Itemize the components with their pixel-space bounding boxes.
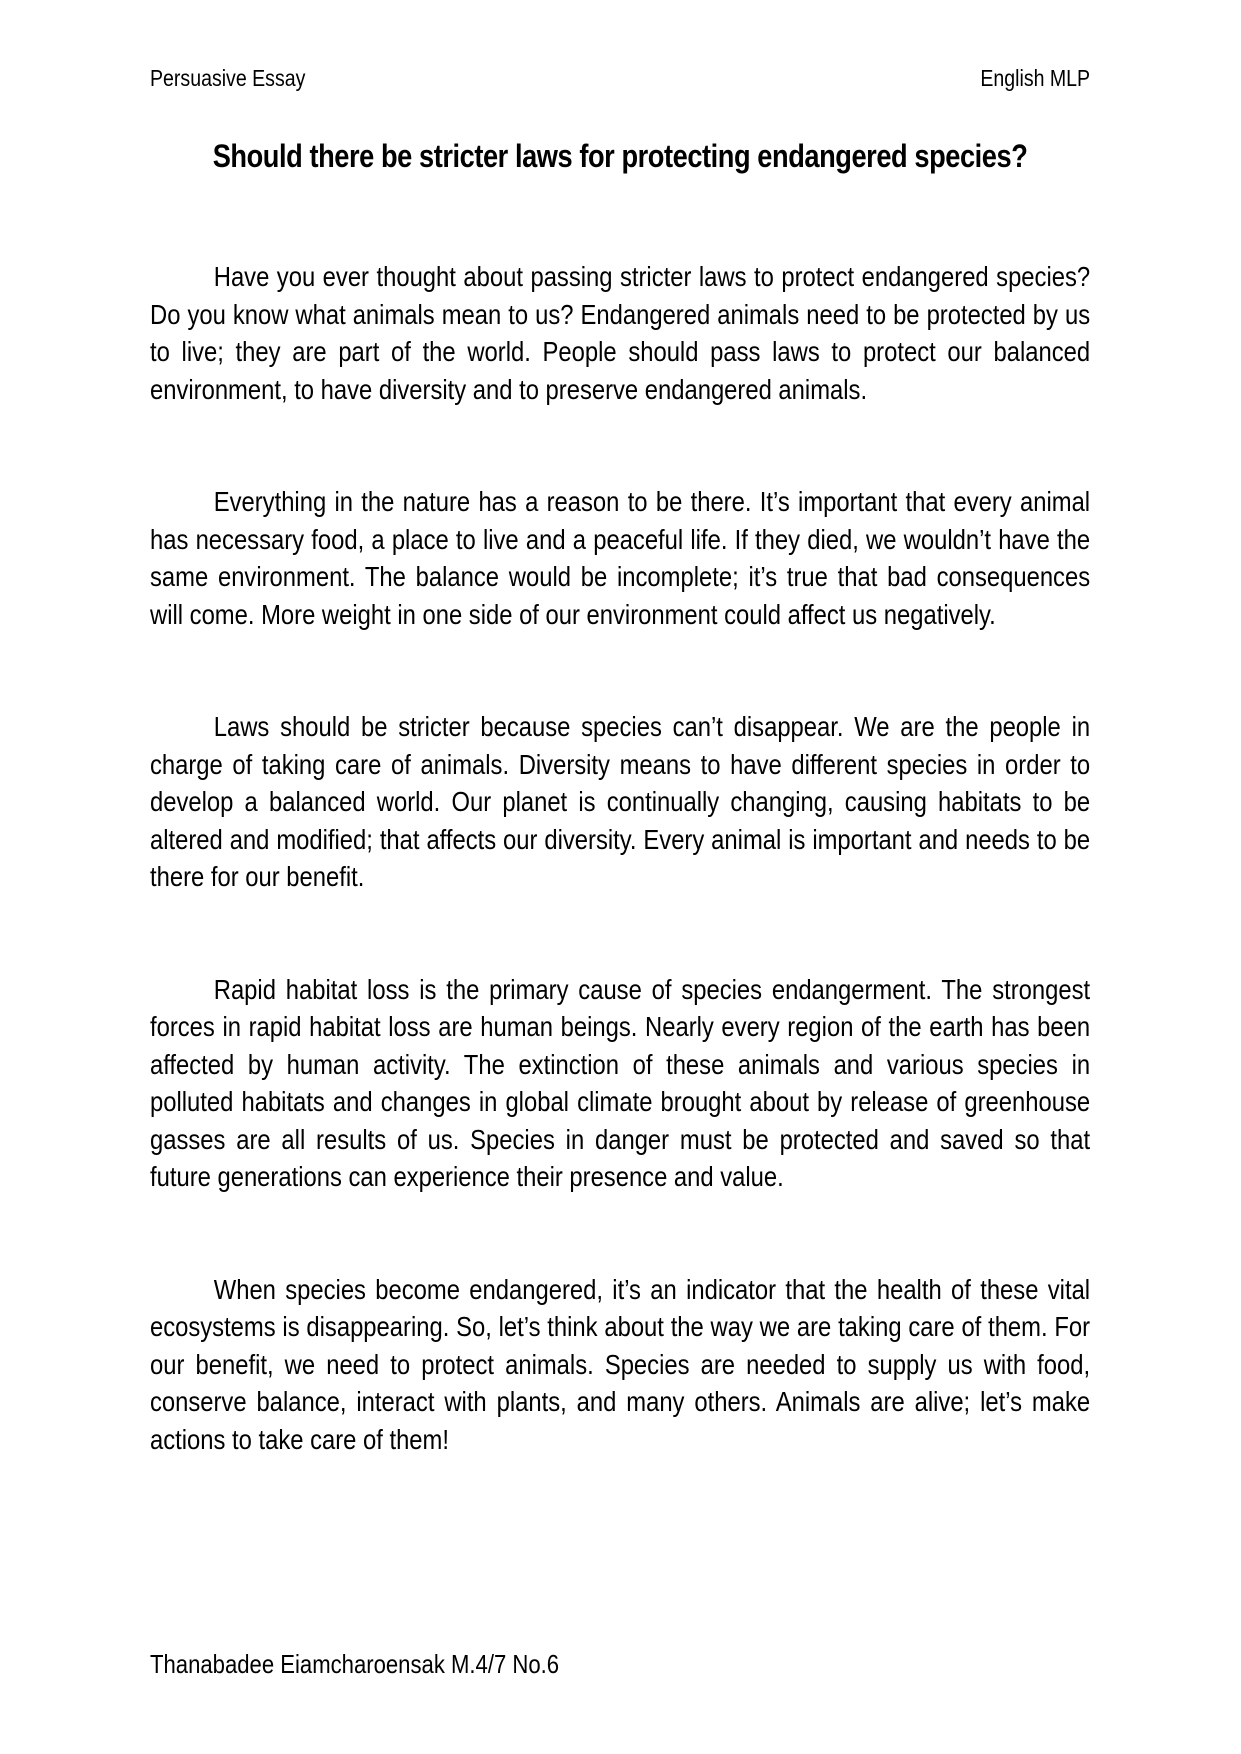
essay-paragraph-conclusion: When species become endangered, it’s an indicator that the health of these vital ecosystems is disappearing. So, let’s think about the way we are taking care of them. For our benefit, we need to protect animals. Species are needed to supply us with food, conserve balance, interact with plants, and many others. Animals are alive; let’s make actions to take care of them! (150, 1273, 1091, 1455)
essay-paragraph-stricter-laws: Laws should be stricter because species can’t disappear. We are the people in charge of taking care of animals. Diversity means to have different species in order to develop a balanced world. Our planet is continually changing, causing habitats to be altered and modified; that affects our diversity. Every animal is important and needs to be there for our benefit. (150, 711, 1091, 892)
essay-title: Should there be stricter laws for protecting endangered species? (212, 138, 1028, 174)
essay-paragraph-intro: Have you ever thought about passing stricter laws to protect endangered species? Do you know what animals mean to us? Endangered animals need to be protected by us to live; they are part of the world. People should pass laws to protect our balanced environment, to have diversity and to preserve endangered animals. (150, 261, 1091, 405)
essay-body (150, 258, 1090, 1533)
page-header (150, 64, 1090, 92)
header-document-type: Persuasive Essay (150, 65, 306, 91)
header-course-label: English MLP (980, 65, 1091, 91)
footer-author-line: Thanabadee Eiamcharoensak M.4/7 No.6 (150, 1649, 560, 1679)
essay-paragraph-nature-balance: Everything in the nature has a reason to be there. It’s important that every animal has necessary food, a place to live and a peaceful life. If they died, we wouldn’t have the same environment. The balance would be incomplete; it’s true that bad consequences will come. More weight in one side of our environment could affect us negatively. (150, 486, 1091, 630)
essay-paragraph-habitat-loss: Rapid habitat loss is the primary cause of species endangerment. The strongest forces in rapid habitat loss are human beings. Nearly every region of the earth has been affected by human activity. The extinction of these animals and various species in polluted habitats and changes in global climate brought about by release of greenhouse gasses are all results of us. Species in danger must be protected and saved so that future generations can experience their presence and value. (150, 973, 1091, 1192)
